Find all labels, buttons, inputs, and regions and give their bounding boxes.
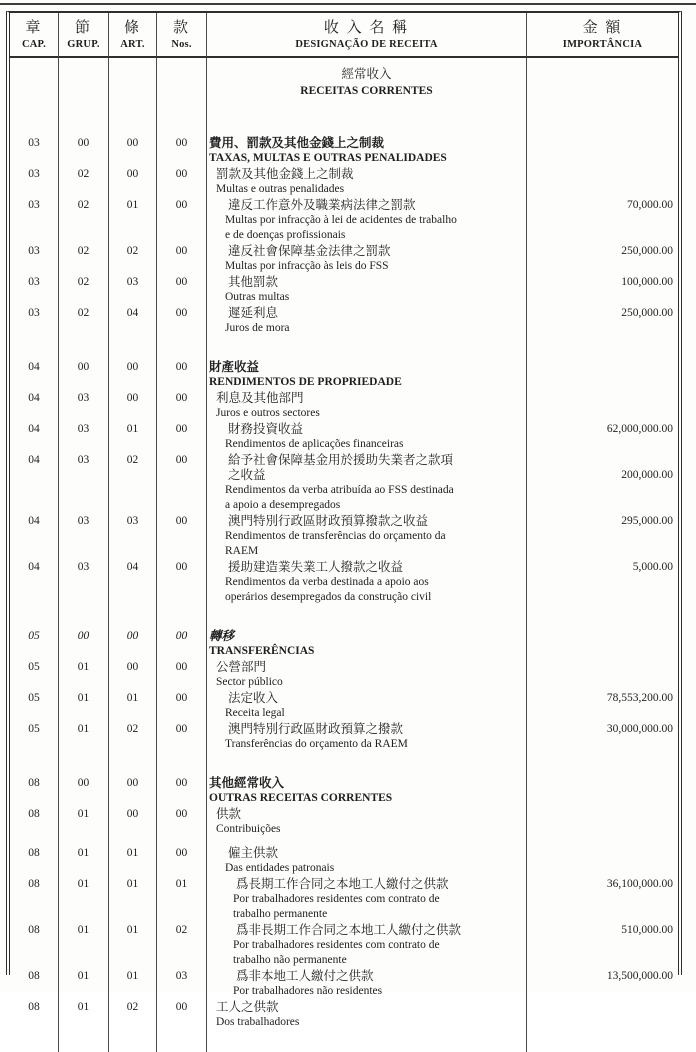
- amount-value: 100,000.00: [621, 276, 673, 288]
- nos-code: 00: [157, 837, 207, 876]
- designation-cell: [207, 336, 527, 390]
- nos-code: 00: [157, 605, 207, 659]
- designation-zh-line: 給予社會保障基金用於援助失業者之款項: [228, 453, 454, 467]
- cap-code: 05: [10, 721, 59, 752]
- amount-cell: [527, 166, 678, 197]
- designation-pt-line: Por trabalhadores não residentes: [233, 985, 383, 997]
- designation-cell: [207, 837, 527, 876]
- cap-code: 04: [10, 559, 59, 605]
- amount-cell: [527, 876, 678, 922]
- designation-zh-line: 公營部門: [216, 660, 267, 674]
- cap-code: 04: [10, 336, 59, 390]
- designation-pt-line: Rendimentos de transferências do orçamento da: [225, 530, 446, 542]
- designation-pt-line: e de doenças profissionais: [225, 229, 346, 241]
- cap-code: 03: [10, 243, 59, 274]
- art-code: 01: [109, 690, 157, 721]
- amount-cell: [527, 336, 678, 390]
- grup-code: 02: [59, 243, 109, 274]
- filler-cell: [527, 1030, 678, 1052]
- cap-code: 03: [10, 112, 59, 166]
- nos-code: 00: [157, 274, 207, 305]
- header-amount: [527, 13, 678, 58]
- cap-code: 03: [10, 305, 59, 336]
- designation-zh-line: 爲非本地工人繳付之供款: [236, 969, 374, 983]
- designation-pt-line: Contribuições: [216, 823, 281, 835]
- amount-value: 30,000,000.00: [606, 723, 673, 735]
- cap-code: 04: [10, 452, 59, 513]
- designation-pt-line: Outras multas: [225, 291, 290, 303]
- designation-pt-line: Rendimentos de aplicações financeiras: [225, 438, 404, 450]
- art-code: 01: [109, 421, 157, 452]
- nos-code: 00: [157, 806, 207, 837]
- designation-zh-line: 轉移: [209, 629, 235, 643]
- amount-cell: [527, 243, 678, 274]
- filler-cell: [157, 1030, 207, 1052]
- table-row: [10, 421, 678, 452]
- table-row: [10, 605, 678, 659]
- section-title: [207, 58, 526, 112]
- amount-cell: [527, 922, 678, 968]
- designation-cell: [207, 752, 527, 806]
- table-row: [10, 390, 678, 421]
- table-row: [10, 721, 678, 752]
- section-nos-cell: [157, 58, 207, 112]
- art-code: 04: [109, 559, 157, 605]
- grup-code: 02: [59, 305, 109, 336]
- art-code: 01: [109, 968, 157, 999]
- nos-code: 01: [157, 876, 207, 922]
- designation-pt-line: Juros e outros sectores: [216, 407, 320, 419]
- designation-zh-line: 其他罰款: [228, 275, 279, 289]
- table-row: [10, 922, 678, 968]
- designation-cell: [207, 876, 527, 922]
- art-code: 00: [109, 390, 157, 421]
- designation-zh-line: 財產收益: [209, 360, 260, 374]
- designation-zh-line: 利息及其他部門: [216, 391, 304, 405]
- table-row: [10, 752, 678, 806]
- nos-code: 03: [157, 968, 207, 999]
- designation-cell: [207, 390, 527, 421]
- art-code: 03: [109, 274, 157, 305]
- designation-zh-line: 違反社會保障基金法律之罰款: [228, 244, 391, 258]
- nos-code: 00: [157, 166, 207, 197]
- nos-code: 00: [157, 421, 207, 452]
- art-code: 02: [109, 243, 157, 274]
- cap-code: 05: [10, 659, 59, 690]
- amount-cell: [527, 659, 678, 690]
- art-code: 04: [109, 305, 157, 336]
- designation-pt-line: operários desempregados da construção civil: [225, 591, 432, 603]
- table-row: [10, 243, 678, 274]
- designation-pt-line: Por trabalhadores residentes com contrato de: [233, 939, 440, 951]
- amount-value: 200,000.00: [621, 469, 673, 481]
- designation-zh-line: 澳門特別行政區財政預算撥款之收益: [228, 514, 429, 528]
- table-body: [10, 58, 678, 1052]
- designation-pt-line: a apoio a desempregados: [225, 499, 341, 511]
- designation-zh-line: 法定收入: [228, 691, 279, 705]
- designation-cell: [207, 559, 527, 605]
- header-art-pt: ART.: [120, 39, 145, 50]
- grup-code: 00: [59, 605, 109, 659]
- nos-code: 00: [157, 243, 207, 274]
- filler-cell: [207, 1030, 527, 1052]
- table-header-row: [10, 13, 678, 58]
- designation-cell: [207, 421, 527, 452]
- designation-pt-line: Multas por infracção à lei de acidentes de trabalho: [225, 214, 457, 226]
- grup-code: 01: [59, 721, 109, 752]
- designation-cell: [207, 452, 527, 513]
- cap-code: 08: [10, 837, 59, 876]
- grup-code: 01: [59, 999, 109, 1030]
- grup-code: 01: [59, 659, 109, 690]
- nos-code: 00: [157, 659, 207, 690]
- designation-cell: [207, 166, 527, 197]
- grup-code: 03: [59, 513, 109, 559]
- designation-cell: [207, 922, 527, 968]
- section-title-cell: [207, 58, 527, 112]
- designation-pt-line: OUTRAS RECEITAS CORRENTES: [209, 792, 393, 804]
- cap-code: 08: [10, 999, 59, 1030]
- amount-cell: [527, 721, 678, 752]
- cap-code: 08: [10, 806, 59, 837]
- art-code: 01: [109, 197, 157, 243]
- header-designation: [207, 13, 527, 58]
- table-row: [10, 166, 678, 197]
- grup-code: 00: [59, 752, 109, 806]
- table-row: [10, 999, 678, 1030]
- table-row: [10, 659, 678, 690]
- designation-pt-line: Por trabalhadores residentes com contrato de: [233, 893, 440, 905]
- art-code: 02: [109, 999, 157, 1030]
- table-row: [10, 876, 678, 922]
- amount-value: 70,000.00: [627, 199, 673, 211]
- designation-zh-line: 罰款及其他金錢上之制裁: [216, 167, 354, 181]
- header-nos: [157, 13, 207, 58]
- art-code: 00: [109, 752, 157, 806]
- section-art-cell: [109, 58, 157, 112]
- amount-value: 295,000.00: [621, 515, 673, 527]
- amount-value: 250,000.00: [621, 245, 673, 257]
- designation-pt-line: Rendimentos da verba destinada a apoio aos: [225, 576, 429, 588]
- amount-value: 36,100,000.00: [606, 878, 673, 890]
- cap-code: 04: [10, 513, 59, 559]
- section-grup-cell: [59, 58, 109, 112]
- grup-code: 02: [59, 274, 109, 305]
- section-cap-cell: [10, 58, 59, 112]
- designation-pt-line: Das entidades patronais: [225, 862, 335, 874]
- grup-code: 03: [59, 421, 109, 452]
- designation-zh-line: 供款: [216, 807, 242, 821]
- grup-code: 03: [59, 559, 109, 605]
- table-row: [10, 452, 678, 513]
- header-art-zh: 條: [123, 20, 141, 36]
- amount-cell: [527, 274, 678, 305]
- designation-pt-line: Multas por infracção às leis do FSS: [225, 260, 389, 272]
- designation-cell: [207, 999, 527, 1030]
- amount-cell: [527, 968, 678, 999]
- section-amount-cell: [527, 58, 678, 112]
- nos-code: 00: [157, 752, 207, 806]
- filler-cell: [109, 1030, 157, 1052]
- designation-cell: [207, 197, 527, 243]
- header-cap-zh: 章: [25, 20, 43, 36]
- nos-code: 00: [157, 513, 207, 559]
- grup-code: 01: [59, 876, 109, 922]
- designation-cell: [207, 690, 527, 721]
- nos-code: 00: [157, 721, 207, 752]
- table-row: [10, 513, 678, 559]
- amount-value: 62,000,000.00: [606, 423, 673, 435]
- section-title-pt: RECEITAS CORRENTES: [300, 85, 433, 97]
- cap-code: 08: [10, 968, 59, 999]
- amount-cell: [527, 605, 678, 659]
- designation-zh-line: 澳門特別行政區財政預算之撥款: [228, 722, 404, 736]
- amount-cell: [527, 999, 678, 1030]
- grup-code: 00: [59, 336, 109, 390]
- designation-zh-line: 工人之供款: [216, 1000, 279, 1014]
- section-title-zh: 經常收入: [341, 67, 392, 81]
- designation-cell: [207, 659, 527, 690]
- header-amount-pt: IMPORTÂNCIA: [562, 39, 643, 50]
- nos-code: 02: [157, 922, 207, 968]
- header-grup-pt: GRUP.: [67, 39, 100, 50]
- grup-code: 01: [59, 806, 109, 837]
- header-amount-zh: 金 額: [582, 20, 623, 36]
- designation-pt-line: Transferências do orçamento da RAEM: [225, 738, 408, 750]
- cap-code: 08: [10, 922, 59, 968]
- cap-code: 08: [10, 752, 59, 806]
- designation-cell: [207, 721, 527, 752]
- amount-cell: [527, 806, 678, 837]
- cap-code: 03: [10, 166, 59, 197]
- nos-code: 00: [157, 305, 207, 336]
- amount-value: 510,000.00: [621, 924, 673, 936]
- page-top-scan-line: [0, 3, 696, 5]
- amount-cell: [527, 112, 678, 166]
- table-row: [10, 336, 678, 390]
- amount-cell: [527, 390, 678, 421]
- cap-code: 05: [10, 690, 59, 721]
- designation-pt-line: trabalho não permanente: [233, 954, 347, 966]
- amount-cell: [527, 197, 678, 243]
- grup-code: 02: [59, 166, 109, 197]
- art-code: 00: [109, 806, 157, 837]
- header-cap-pt: CAP.: [21, 39, 47, 50]
- cap-code: 04: [10, 421, 59, 452]
- amount-cell: [527, 752, 678, 806]
- amount-cell: [527, 305, 678, 336]
- grup-code: 01: [59, 922, 109, 968]
- designation-pt-line: Rendimentos da verba atribuída ao FSS destinada: [225, 484, 454, 496]
- table-row: [10, 837, 678, 876]
- amount-cell: [527, 837, 678, 876]
- designation-zh-line: 爲長期工作合同之本地工人繳付之供款: [236, 877, 449, 891]
- art-code: 03: [109, 513, 157, 559]
- table-row: [10, 559, 678, 605]
- designation-cell: [207, 513, 527, 559]
- designation-zh-line: 其他經常收入: [209, 776, 285, 790]
- amount-cell: [527, 690, 678, 721]
- designation-zh-line: 之收益: [228, 468, 266, 482]
- header-designation-zh: 收 入 名 稱: [323, 20, 410, 36]
- header-art: [109, 13, 157, 58]
- designation-pt-line: trabalho permanente: [233, 908, 328, 920]
- art-code: 01: [109, 922, 157, 968]
- amount-value: 13,500,000.00: [606, 970, 673, 982]
- table-row: [10, 274, 678, 305]
- art-code: 00: [109, 605, 157, 659]
- header-cap: [10, 13, 59, 58]
- grup-code: 01: [59, 837, 109, 876]
- header-nos-pt: Nos.: [171, 39, 192, 50]
- art-code: 00: [109, 336, 157, 390]
- amount-value: 78,553,200.00: [606, 692, 673, 704]
- nos-code: 00: [157, 690, 207, 721]
- table-row: [10, 690, 678, 721]
- designation-pt-line: Receita legal: [225, 707, 285, 719]
- designation-cell: [207, 605, 527, 659]
- designation-cell: [207, 243, 527, 274]
- nos-code: 00: [157, 197, 207, 243]
- table-bottom-filler: [10, 1030, 678, 1052]
- designation-zh-line: 財務投資收益: [228, 422, 304, 436]
- amount-cell: [527, 513, 678, 559]
- designation-pt-line: RENDIMENTOS DE PROPRIEDADE: [209, 376, 402, 388]
- nos-code: 00: [157, 390, 207, 421]
- designation-zh-line: 遲延利息: [228, 306, 279, 320]
- amount-cell: [527, 421, 678, 452]
- designation-zh-line: 違反工作意外及職業病法律之罰款: [228, 198, 416, 212]
- designation-pt-line: Juros de mora: [225, 322, 290, 334]
- header-grup: [59, 13, 109, 58]
- amount-cell: [527, 559, 678, 605]
- designation-pt-line: RAEM: [225, 545, 259, 557]
- header-designation-pt: DESIGNAÇÃO DE RECEITA: [295, 39, 438, 50]
- filler-cell: [59, 1030, 109, 1052]
- designation-pt-line: TAXAS, MULTAS E OUTRAS PENALIDADES: [209, 152, 447, 164]
- designation-cell: [207, 806, 527, 837]
- art-code: 02: [109, 452, 157, 513]
- designation-zh-line: 僱主供款: [228, 846, 279, 860]
- designation-zh-line: 費用、罰款及其他金錢上之制裁: [209, 136, 385, 150]
- table-row: [10, 197, 678, 243]
- art-code: 00: [109, 166, 157, 197]
- art-code: 00: [109, 112, 157, 166]
- table-row: [10, 305, 678, 336]
- grup-code: 01: [59, 690, 109, 721]
- table-row: [10, 968, 678, 999]
- section-title-row: [10, 58, 678, 112]
- designation-cell: [207, 274, 527, 305]
- designation-cell: [207, 305, 527, 336]
- filler-cell: [10, 1030, 59, 1052]
- cap-code: 08: [10, 876, 59, 922]
- designation-zh-line: 援助建造業失業工人撥款之收益: [228, 560, 404, 574]
- nos-code: 00: [157, 112, 207, 166]
- table-row: [10, 806, 678, 837]
- header-nos-zh: 款: [172, 20, 190, 36]
- amount-cell: [527, 452, 678, 513]
- header-grup-zh: 節: [74, 20, 92, 36]
- cap-code: 03: [10, 274, 59, 305]
- nos-code: 00: [157, 336, 207, 390]
- nos-code: 00: [157, 999, 207, 1030]
- art-code: 01: [109, 837, 157, 876]
- art-code: 02: [109, 721, 157, 752]
- designation-pt-line: Dos trabalhadores: [216, 1016, 300, 1028]
- cap-code: 04: [10, 390, 59, 421]
- grup-code: 03: [59, 452, 109, 513]
- cap-code: 05: [10, 605, 59, 659]
- designation-cell: [207, 968, 527, 999]
- art-code: 00: [109, 659, 157, 690]
- cap-code: 03: [10, 197, 59, 243]
- grup-code: 00: [59, 112, 109, 166]
- nos-code: 00: [157, 452, 207, 513]
- table-row: [10, 112, 678, 166]
- amount-value: 250,000.00: [621, 307, 673, 319]
- grup-code: 01: [59, 968, 109, 999]
- designation-pt-line: Sector público: [216, 676, 283, 688]
- grup-code: 03: [59, 390, 109, 421]
- art-code: 01: [109, 876, 157, 922]
- revenue-table: [6, 11, 682, 1028]
- grup-code: 02: [59, 197, 109, 243]
- designation-zh-line: 爲非長期工作合同之本地工人繳付之供款: [236, 923, 462, 937]
- amount-value: 5,000.00: [632, 561, 673, 573]
- designation-pt-line: TRANSFERÊNCIAS: [209, 645, 315, 657]
- designation-cell: [207, 112, 527, 166]
- nos-code: 00: [157, 559, 207, 605]
- designation-pt-line: Multas e outras penalidades: [216, 183, 345, 195]
